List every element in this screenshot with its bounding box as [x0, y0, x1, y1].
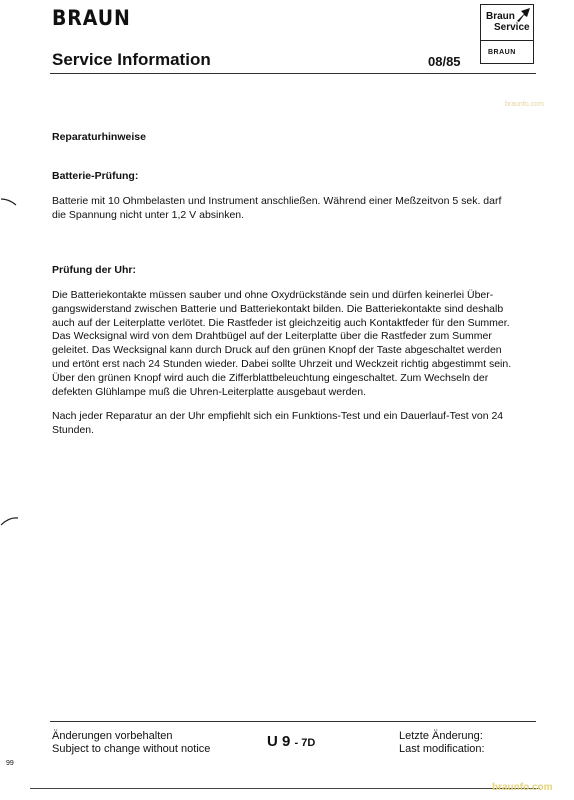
text-line: die Spannung nicht unter 1,2 V absinken.	[52, 208, 245, 221]
watermark-bottom: braunfo.com	[492, 782, 553, 793]
header-divider	[50, 73, 536, 74]
page-number: 99	[6, 760, 14, 767]
change-notice-de: Änderungen vorbehalten	[52, 730, 173, 742]
watermark-top: braunfo.com	[505, 101, 544, 108]
text-line: Stunden.	[52, 423, 95, 436]
last-change-de: Letzte Änderung:	[399, 730, 483, 742]
battery-test-heading: Batterie-Prüfung:	[52, 170, 139, 182]
text-line: Batterie mit 10 Ohmbelasten und Instrument anschließen. Während einer Meßzeitvon 5 sek. darf	[52, 195, 502, 207]
text-line: gangswiderstand zwischen Batterie und Batteriekontakt bilden. Die Batteriekontakte sind deshalb	[52, 302, 504, 315]
section-heading: Reparaturhinweise	[52, 131, 146, 143]
service-box-brand: BRAUN	[488, 49, 516, 56]
footer-right	[399, 730, 485, 756]
service-logo-line1: Braun	[486, 11, 515, 22]
service-logo	[481, 5, 533, 41]
clock-test-heading: Prüfung der Uhr:	[52, 264, 136, 276]
bottom-rule	[30, 788, 540, 789]
model-suffix: - 7D	[294, 737, 316, 749]
text-line: defekten Glühlampe muß die Uhren-Leiterplatte ausgebaut werden.	[52, 385, 367, 398]
issue-date: 08/85	[428, 54, 461, 69]
model-main: U 9	[267, 733, 291, 750]
page-title: Service Information	[52, 50, 211, 69]
punch-mark	[0, 514, 20, 528]
change-notice-en: Subject to change without notice	[52, 743, 211, 755]
text-line: und ertönt erst nach 24 Stunden wieder. Dabei sollte Uhrzeit und Weckzeit richtig abgestimmt sein.	[52, 357, 512, 370]
footer-divider	[50, 721, 536, 722]
clock-test-paragraph	[52, 289, 538, 399]
footer-left	[52, 730, 210, 756]
text-line: Über den grünen Knopf wird auch die Zifferblattbeleuchtung eingeschaltet. Zum Wechseln der	[52, 371, 489, 384]
text-line: Nach jeder Reparatur an der Uhr empfiehlt sich ein Funktions-Test und ein Dauerlauf-Test von 24	[52, 410, 504, 422]
service-logo-line2: Service	[494, 22, 530, 33]
arrow-icon	[515, 7, 531, 23]
battery-test-paragraph	[52, 195, 538, 223]
last-change-en: Last modification:	[399, 743, 485, 755]
punch-mark	[0, 196, 20, 210]
text-line: Die Batteriekontakte müssen sauber und ohne Oxydrückstände sein und dürfen keinerlei Über-	[52, 289, 494, 301]
braun-service-box	[480, 4, 534, 64]
repair-note-paragraph	[52, 410, 538, 438]
brand-logo: BRAUN	[52, 6, 131, 30]
text-line: Das Wecksignal wird von dem Drahtbügel auf der Leiterplatte über die Rastfeder zum Summer	[52, 330, 492, 343]
text-line: geleitet. Das Wecksignal kann durch Druck auf den grünen Knopf der Taste abgeschaltet werden	[52, 344, 502, 357]
model-code	[267, 733, 315, 750]
text-line: auch auf der Leiterplatte verlötet. Die Rastfeder ist gleichzeitig auch Kontaktfeder für den Summer.	[52, 316, 510, 329]
